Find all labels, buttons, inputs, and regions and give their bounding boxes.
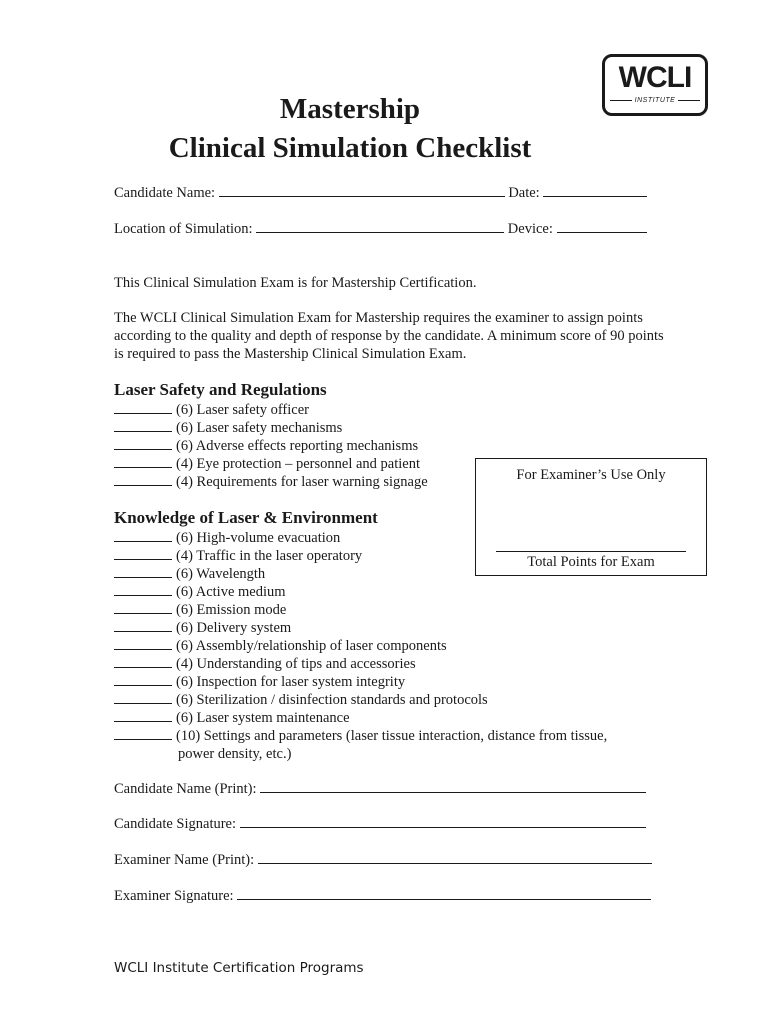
device-field[interactable] <box>557 219 647 233</box>
item-label: (4) Requirements for laser warning signage <box>176 474 428 490</box>
score-field[interactable] <box>114 709 172 722</box>
section-heading-laser-safety: Laser Safety and Regulations <box>114 380 327 399</box>
examiner-name-print-field[interactable] <box>258 850 652 864</box>
score-field[interactable] <box>114 473 172 486</box>
examiner-signature-label: Examiner Signature: <box>114 888 234 904</box>
checklist-item <box>114 473 428 491</box>
candidate-signature-field[interactable] <box>240 814 646 828</box>
score-field[interactable] <box>114 455 172 468</box>
item-label: (6) Emission mode <box>176 602 287 618</box>
logo-mark: WCLI <box>618 61 692 94</box>
checklist-item <box>114 619 291 637</box>
item-label: (6) Laser system maintenance <box>176 710 350 726</box>
score-field[interactable] <box>114 727 172 740</box>
device-label: Device: <box>507 221 553 237</box>
checklist-item <box>114 565 265 583</box>
item-label: (4) Eye protection – personnel and patient <box>176 456 421 472</box>
candidate-name-label: Candidate Name: <box>114 185 216 201</box>
page-footer: WCLI Institute Certification Programs <box>114 960 364 976</box>
date-label: Date: <box>508 185 540 201</box>
location-field[interactable] <box>256 219 504 233</box>
examiner-signature-field[interactable] <box>237 886 651 900</box>
checklist-item <box>114 437 418 455</box>
total-points-field[interactable] <box>496 551 686 552</box>
checklist-item <box>114 419 342 437</box>
item-label: (6) Sterilization / disinfection standards and protocols <box>176 692 488 708</box>
score-field[interactable] <box>114 547 172 560</box>
candidate-name-print-label: Candidate Name (Print): <box>114 781 257 797</box>
checklist-item <box>114 691 488 709</box>
score-field[interactable] <box>114 565 172 578</box>
score-field[interactable] <box>114 691 172 704</box>
candidate-name-print-field[interactable] <box>260 779 646 793</box>
checklist-item <box>114 709 350 727</box>
item-label: (6) Inspection for laser system integrity <box>176 674 406 690</box>
examiner-use-box <box>475 458 707 576</box>
checklist-item <box>114 601 286 619</box>
checklist-item <box>114 547 362 565</box>
checklist-item <box>114 655 416 673</box>
score-field[interactable] <box>114 437 172 450</box>
candidate-signature-row <box>114 814 646 833</box>
checklist-item <box>114 401 309 419</box>
item-label: (4) Traffic in the laser operatory <box>176 548 363 564</box>
section-heading-knowledge: Knowledge of Laser & Environment <box>114 508 378 527</box>
score-field[interactable] <box>114 529 172 542</box>
item-label: (10) Settings and parameters (laser tissue interaction, distance from tissue, <box>176 728 608 744</box>
item-label: (6) High-volume evacuation <box>176 530 341 546</box>
checklist-item <box>114 637 447 655</box>
item-label: (4) Understanding of tips and accessories <box>176 656 416 672</box>
total-points-label: Total Points for Exam <box>527 554 655 570</box>
examiner-name-print-row <box>114 850 652 869</box>
item-label: (6) Wavelength <box>176 566 266 582</box>
candidate-signature-label: Candidate Signature: <box>114 816 237 832</box>
item-label-continued: power density, etc.) <box>178 746 292 762</box>
date-field[interactable] <box>543 183 647 197</box>
page-title-line2: Clinical Simulation Checklist <box>168 132 532 164</box>
item-label: (6) Active medium <box>176 584 286 600</box>
candidate-name-field[interactable] <box>219 183 505 197</box>
checklist-item <box>114 673 405 691</box>
intro-paragraph-1: This Clinical Simulation Exam is for Mastership Certification. <box>114 275 477 291</box>
score-field[interactable] <box>114 419 172 432</box>
checklist-item <box>114 455 420 473</box>
score-field[interactable] <box>114 619 172 632</box>
score-field[interactable] <box>114 401 172 414</box>
item-label: (6) Delivery system <box>176 620 292 636</box>
intro-paragraph-2: The WCLI Clinical Simulation Exam for Mastership requires the examiner to assign points according to the quality and depth of response by the candidate. A minimum score of 90 points is required to pass the Mastership Clinical Simulation Exam. <box>114 310 664 362</box>
candidate-name-row <box>114 183 647 202</box>
item-label: (6) Laser safety mechanisms <box>176 420 343 436</box>
checklist-item <box>114 727 607 763</box>
item-label: (6) Laser safety officer <box>176 402 309 418</box>
score-field[interactable] <box>114 637 172 650</box>
checklist-item <box>114 529 340 547</box>
page-title-line1: Mastership <box>279 93 421 125</box>
examiner-box-heading: For Examiner’s Use Only <box>516 467 666 483</box>
checklist-item <box>114 583 286 601</box>
score-field[interactable] <box>114 673 172 686</box>
item-label: (6) Assembly/relationship of laser components <box>176 638 447 654</box>
score-field[interactable] <box>114 601 172 614</box>
score-field[interactable] <box>114 583 172 596</box>
examiner-name-print-label: Examiner Name (Print): <box>114 852 255 868</box>
location-row <box>114 219 647 238</box>
candidate-name-print-row <box>114 779 646 798</box>
item-label: (6) Adverse effects reporting mechanisms <box>176 438 419 454</box>
score-field[interactable] <box>114 655 172 668</box>
location-label: Location of Simulation: <box>114 221 253 237</box>
examiner-signature-row <box>114 886 651 905</box>
logo-subtitle: INSTITUTE <box>605 96 705 105</box>
